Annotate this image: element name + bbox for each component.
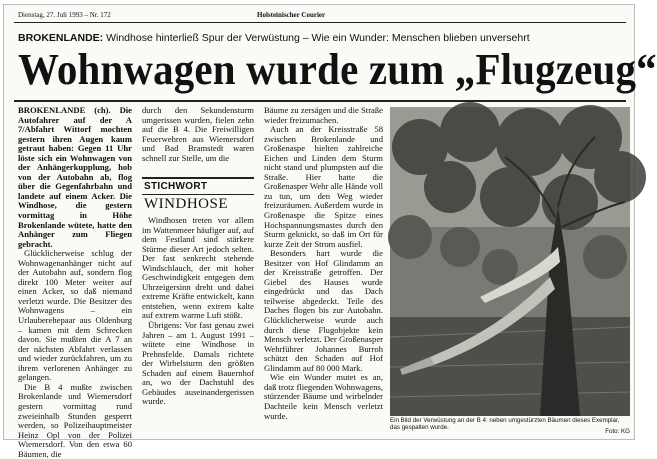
sidebar-box <box>142 177 254 425</box>
article-paragraph: Glücklicherweise schlug der Wohnwagenanhänger nicht auf der Autobahn auf, sondern flog direkt 100 Meter weiter auf einen Acker, so daß niemand verletzt wurde. Die Besitzer des Wohnwagens – ein Urlauberehepaar aus Oldenburg – kamen mit dem Schrecken davon. Sie mußten die A 7 an der nächsten Abfahrt verlassen und wieder zurückfahren, um zu ihrem verlorenen Anhänger zu gelangen. <box>18 248 132 383</box>
article-column-2 <box>142 106 254 168</box>
caption-text: Ein Bild der Verwüstung an der B 4: neben umgestürzten Bäumen dieses Exemplar, das gespalten wurde. <box>390 417 620 432</box>
lead-place: BROKENLANDE (ch). <box>18 105 111 115</box>
headline: Wohnwagen wurde zum „Flugzeug“ <box>18 45 657 94</box>
sidebar-paragraph: Übrigens: Vor fast genau zwei Jahren – am 1. August 1991 – wütete eine Windhose in Prehnsfelde. Damals richtete der Wirbelsturm den größten Schaden auf einem Bauernhof an, wo der Dachstuhl des Gebäudes auseinandergerissen wurde. <box>142 320 254 407</box>
lead-text: Die Autofahrer auf der A 7/Abfahrt Wittorf mochten gestern ihren Augen kaum getraut haben: Gegen 11 Uhr löste sich ein Wohnwagen von der Anhängerkupplung, hob von der Autobahn ab, flog über die Gegenfahrbahn und landete auf einem Acker. Die Windhose, die gestern vormittag in Höhe Brokenlande wütete, hatte den Anhänger zum Fliegen gebracht. <box>18 105 132 249</box>
article-paragraph: Auch an der Kreisstraße 58 zwischen Brokenlande und Großenaspe hielten zahlreiche Eichen und Linden dem Sturm nicht stand und plumpsten auf die Straße. Hier hatte die Großenasper Wehr alle Hände voll zu tun, um den Weg wieder freizuräumen. Außerdem wurde in Großenaspe die Spitze eines Hochspannungsmastes durch den Sturm geknickt, so daß im Ort für kurze Zeit der Strom ausfiel. <box>264 124 383 249</box>
article-column-1 <box>18 105 132 459</box>
masthead-line <box>12 9 626 21</box>
top-rule <box>14 22 626 23</box>
sidebar-text <box>142 216 254 424</box>
dateline: Dienstag, 27. Juli 1993 – Nr. 172 <box>18 11 111 19</box>
sidebar-paragraph: Windhosen treten vor allem im Wattenmeer häufiger auf, auf dem Festland sind stärkere Stürme dieser Art jedoch selten. Der fast senkrecht stehende Windschlauch, der mit hoher Geschwindigkeit entgegen dem Uhrzeigersinn dreht und dabei extreme Kräfte entwickelt, kann entstehen, wenn extrem kalte auf extrem warme Luft stößt. <box>142 215 254 321</box>
lead-paragraph <box>18 106 132 249</box>
kicker-text: Windhose hinterließ Spur der Verwüstung – Wie ein Wunder: Menschen blieben unversehrt <box>106 32 530 44</box>
article-paragraph: durch den Sekundensturm umgerissen wurden, fielen zehn auf die B 4. Die Freiwilligen Feuerwehren aus Wiemersdorf und Bad Bramstedt waren schnell zur Stelle, um die <box>142 105 254 163</box>
article-paragraph: Die B 4 mußte zwischen Brokenlande und Wiemersdorf gestern vormittag rund zweieinhalb Stunden gesperrt werden, so Polizeihauptmeister Heinz Opl von der Polizei Wiemersdorf. Von den etwa 60 Bäumen, die <box>18 381 132 459</box>
newspaper-name: Holsteinischer Courier <box>257 11 326 19</box>
photo-credit: Foto: KG <box>605 427 630 435</box>
photo-caption <box>390 417 630 437</box>
sidebar-label: STICHWORT <box>144 181 208 192</box>
article-paragraph: Besonders hart wurde die Besitzer von Hof Glindamm an der Kreisstraße getroffen. Der Giebel des Hauses wurde eingedrückt und das Dach teilweise abgedeckt. Teile des Daches flogen bis zur Autobahn. Glücklicherweise wurde auch durch diese Flugobjekte kein Mensch verletzt. Der Großenasper Wehrführer Johannes Burroh schätzt den Schaden auf Hof Glindamm auf 80 000 Mark. <box>264 248 383 373</box>
article-column-3 <box>264 106 383 424</box>
article-paragraph: Wie ein Wunder mutet es an, daß trotz fliegenden Wohnwagens, stürzender Bäume und wirbelnder Dachteile kein Mensch verletzt wurde. <box>264 372 383 421</box>
newspaper-clipping <box>3 4 657 459</box>
article-paragraph: Bäume zu zersägen und die Straße wieder freizumachen. <box>264 105 383 125</box>
news-photo <box>390 107 630 416</box>
photo-split-tree <box>390 107 630 416</box>
sidebar-topic: WINDHOSE <box>144 196 228 212</box>
sidebar-divider <box>142 194 254 195</box>
headline-rule <box>14 100 626 102</box>
kicker-place: BROKENLANDE: <box>18 32 104 44</box>
sidebar-top-rule <box>142 177 254 179</box>
